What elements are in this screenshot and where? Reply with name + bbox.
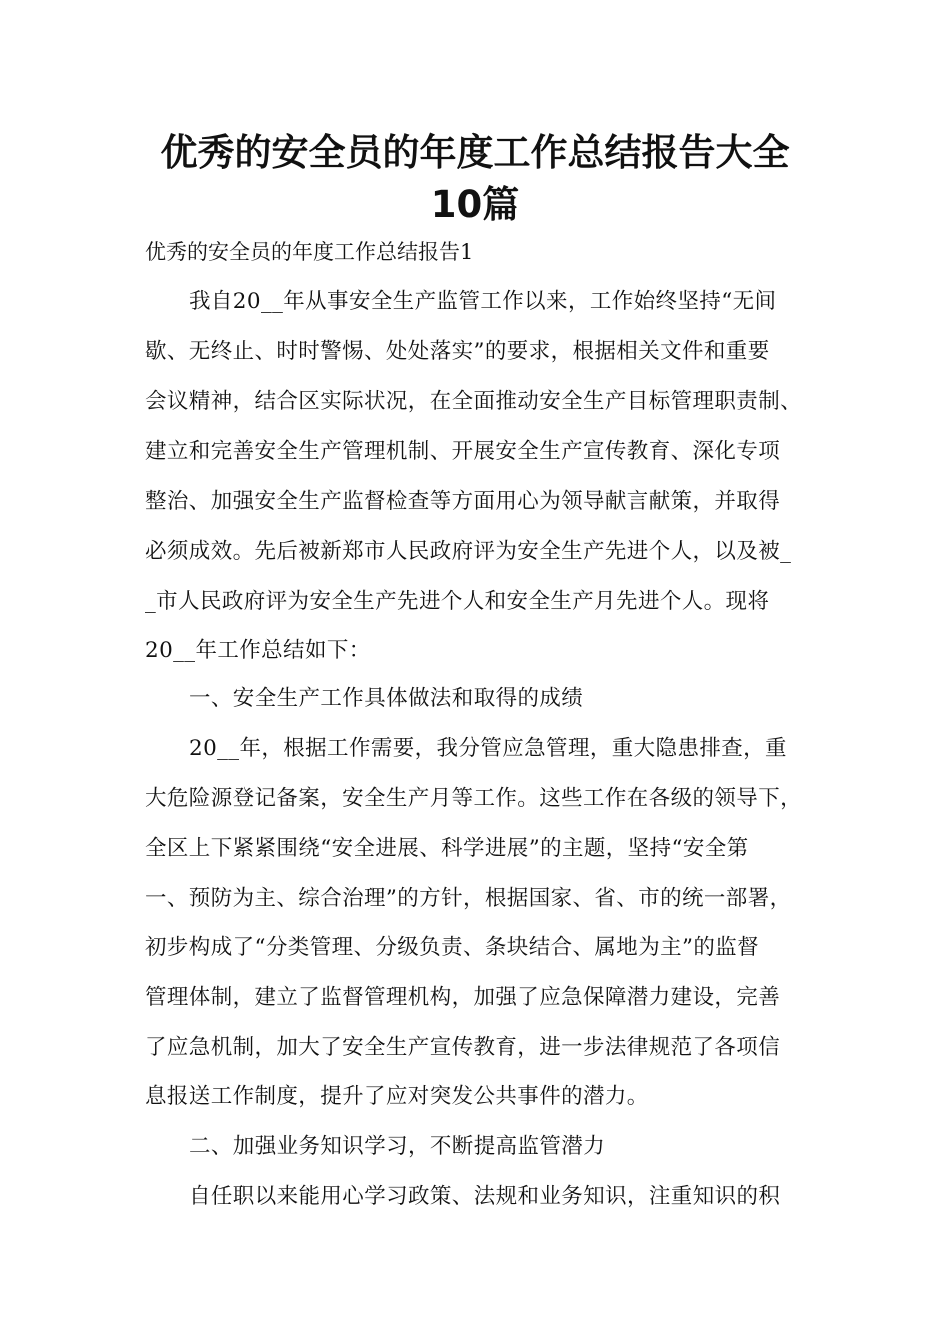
subsection-heading: 一、安全生产工作具体做法和取得的成绩	[189, 686, 584, 711]
subsection-heading: 二、加强业务知识学习，不断提高监管潜力	[189, 1134, 606, 1159]
paragraph-line: 一、预防为主、综合治理”的方针，根据国家、省、市的统一部署，	[145, 886, 792, 911]
paragraph-line: 大危险源登记备案，安全生产月等工作。这些工作在各级的领导下，	[145, 786, 803, 811]
paragraph-line: 20__年工作总结如下：	[145, 638, 371, 663]
section-heading: 优秀的安全员的年度工作总结报告1	[145, 240, 474, 264]
paragraph-line: 我自20__年从事安全生产监管工作以来，工作始终坚持“无间	[189, 289, 777, 314]
document-title: 优秀的安全员的年度工作总结报告大全	[160, 131, 790, 174]
paragraph-line: 必须成效。先后被新郑市人民政府评为安全生产先进个人，以及被_	[145, 539, 792, 564]
paragraph-line: 全区上下紧紧围绕“安全进展、科学进展”的主题，坚持“安全第	[145, 836, 749, 861]
paragraph-line: 了应急机制，加大了安全生产宣传教育，进一步法律规范了各项信	[145, 1035, 781, 1060]
paragraph-line: 息报送工作制度，提升了应对突发公共事件的潜力。	[145, 1084, 649, 1109]
paragraph-line: 建立和完善安全生产管理机制、开展安全生产宣传教育、深化专项	[145, 439, 781, 464]
paragraph-line: 初步构成了“分类管理、分级负责、条块结合、属地为主”的监督	[145, 935, 760, 960]
paragraph-line: _市人民政府评为安全生产先进个人和安全生产月先进个人。现将	[145, 589, 770, 614]
paragraph-line: 会议精神，结合区实际状况，在全面推动安全生产目标管理职责制、	[145, 389, 803, 414]
paragraph-line: 整治、加强安全生产监督检查等方面用心为领导献言献策，并取得	[145, 489, 781, 514]
paragraph-line: 管理体制，建立了监督管理机构，加强了应急保障潜力建设，完善	[145, 985, 781, 1010]
document-title-continued: 10篇	[430, 183, 520, 226]
paragraph-line: 自任职以来能用心学习政策、法规和业务知识，注重知识的积	[189, 1184, 781, 1209]
paragraph-line: 歇、无终止、时时警惕、处处落实”的要求，根据相关文件和重要	[145, 339, 770, 364]
paragraph-line: 20__年，根据工作需要，我分管应急管理，重大隐患排查，重	[189, 736, 787, 761]
